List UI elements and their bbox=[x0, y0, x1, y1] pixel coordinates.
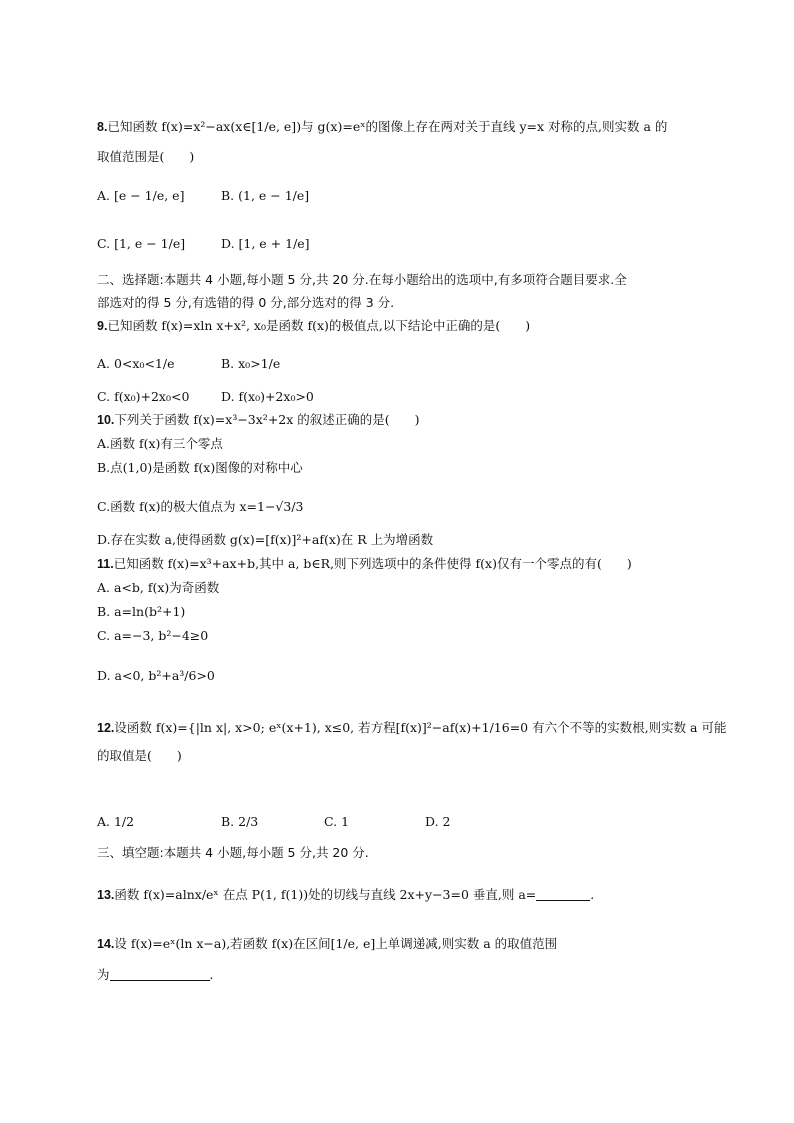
option-b: B. x₀>1/e bbox=[221, 356, 281, 371]
question-number: 11. bbox=[97, 557, 114, 571]
question-14-line-1 bbox=[97, 936, 557, 952]
option-c: C. f(x₀)+2x₀<0 bbox=[97, 389, 190, 404]
option-b: B. 2/3 bbox=[221, 814, 259, 829]
question-number: 9. bbox=[97, 319, 108, 333]
question-stem: 设函数 f(x)={|ln x|, x>0; eˣ(x+1), x≤0, 若方程[f(x)]²−af(x)+1/16=0 有六个不等的实数根,则实数 a 可能 bbox=[114, 720, 727, 735]
option-b: B. a=ln(b²+1) bbox=[97, 604, 186, 619]
question-number: 12. bbox=[97, 721, 115, 735]
line-start: 为 bbox=[97, 967, 110, 982]
option-a: A. 0<x₀<1/e bbox=[97, 356, 175, 371]
option-d: D. f(x₀)+2x₀>0 bbox=[221, 389, 314, 404]
question-10-stem bbox=[97, 412, 420, 428]
option-c: C. a=−3, b²−4≥0 bbox=[97, 628, 209, 643]
question-stem: 已知函数 f(x)=x³+ax+b,其中 a, b∈R,则下列选项中的条件使得 f(x)仅有一个零点的有( ) bbox=[113, 556, 632, 571]
option-c: C. [1, e − 1/e] bbox=[97, 236, 186, 251]
question-number: 10. bbox=[97, 413, 115, 427]
section-3-heading: 三、填空题:本题共 4 小题,每小题 5 分,共 20 分. bbox=[97, 845, 369, 860]
question-13-stem bbox=[97, 887, 594, 903]
sentence-end: . bbox=[209, 967, 214, 982]
option-a: A.函数 f(x)有三个零点 bbox=[97, 436, 223, 451]
option-a: A. 1/2 bbox=[97, 814, 135, 829]
option-d: D. 2 bbox=[425, 814, 451, 829]
question-stem: 设 f(x)=eˣ(ln x−a),若函数 f(x)在区间[1/e, e]上单调递减,则实数 a 的取值范围 bbox=[114, 936, 558, 951]
question-stem: 已知函数 f(x)=x²−ax(x∈[1/e, e])与 g(x)=eˣ的图像上存在两对关于直线 y=x 对称的点,则实数 a 的 bbox=[107, 119, 668, 134]
question-number: 14. bbox=[97, 937, 115, 951]
question-9-stem bbox=[97, 318, 530, 334]
option-d: D. a<0, b²+a³/6>0 bbox=[97, 668, 215, 683]
option-c: C.函数 f(x)的极大值点为 x=1−√3/3 bbox=[97, 499, 304, 514]
question-12-line-2: 的取值是( ) bbox=[97, 748, 182, 763]
option-b: B.点(1,0)是函数 f(x)图像的对称中心 bbox=[97, 460, 303, 475]
sentence-end: . bbox=[590, 887, 595, 902]
option-d: D. [1, e + 1/e] bbox=[221, 236, 310, 251]
option-a: A. [e − 1/e, e] bbox=[97, 188, 185, 203]
question-14-line-2 bbox=[97, 967, 214, 983]
section-2-heading-line-1: 二、选择题:本题共 4 小题,每小题 5 分,共 20 分.在每小题给出的选项中,有多项符合题目要求.全 bbox=[97, 272, 627, 287]
question-stem: 已知函数 f(x)=xln x+x², x₀是函数 f(x)的极值点,以下结论中正确的是( ) bbox=[107, 318, 531, 333]
question-11-stem bbox=[97, 556, 632, 572]
option-b: B. (1, e − 1/e] bbox=[221, 188, 310, 203]
question-8-line-1 bbox=[97, 119, 667, 135]
section-2-heading-line-2: 部选对的得 5 分,有选错的得 0 分,部分选对的得 3 分. bbox=[97, 295, 395, 310]
question-8-line-2: 取值范围是( ) bbox=[97, 149, 195, 164]
question-12-line-1 bbox=[97, 720, 726, 736]
question-number: 13. bbox=[97, 888, 115, 902]
question-number: 8. bbox=[97, 120, 108, 134]
option-c: C. 1 bbox=[324, 814, 350, 829]
question-stem: 下列关于函数 f(x)=x³−3x²+2x 的叙述正确的是( ) bbox=[114, 412, 420, 427]
option-a: A. a<b, f(x)为奇函数 bbox=[97, 580, 220, 595]
answer-blank[interactable] bbox=[536, 888, 590, 901]
question-stem: 函数 f(x)=alnx/eˣ 在点 P(1, f(1))处的切线与直线 2x+y−3=0 垂直,则 a= bbox=[114, 887, 537, 902]
option-d: D.存在实数 a,使得函数 g(x)=[f(x)]²+af(x)在 R 上为增函数 bbox=[97, 532, 434, 547]
answer-blank[interactable] bbox=[110, 968, 210, 981]
